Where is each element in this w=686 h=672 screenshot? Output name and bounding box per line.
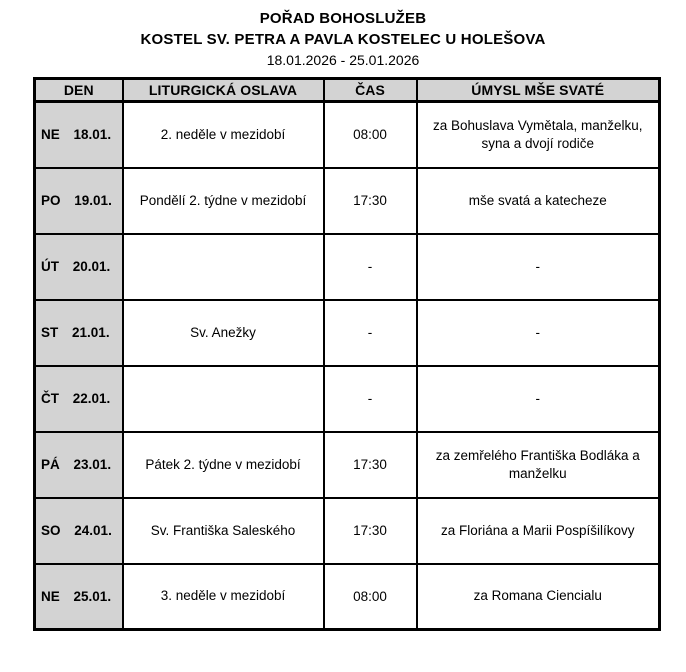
day-cell — [35, 300, 123, 366]
header-row — [35, 79, 660, 102]
day-date: 22.01. — [72, 391, 111, 406]
day-abbreviation: ÚT — [41, 259, 59, 274]
day-cell — [35, 564, 123, 630]
liturgical-celebration-cell: 3. neděle v mezidobí — [123, 564, 324, 630]
table-row — [35, 234, 660, 300]
day-cell — [35, 234, 123, 300]
liturgical-celebration-cell — [123, 234, 324, 300]
mass-intention-cell: za Romana Ciencialu — [417, 564, 660, 630]
schedule-table-head — [35, 79, 660, 102]
day-abbreviation: PO — [41, 193, 61, 208]
day-date: 24.01. — [74, 523, 112, 538]
table-row — [35, 498, 660, 564]
table-row — [35, 102, 660, 168]
day-abbreviation: PÁ — [41, 457, 60, 472]
time-cell: - — [324, 300, 417, 366]
column-header-den: DEN — [35, 79, 123, 102]
mass-intention-cell: za Floriána a Marii Pospíšilíkovy — [417, 498, 660, 564]
column-header-umysl-mse-svate: ÚMYSL MŠE SVATÉ — [417, 79, 660, 102]
table-row — [35, 432, 660, 498]
liturgical-celebration-cell: Sv. Františka Saleského — [123, 498, 324, 564]
day-abbreviation: ST — [41, 325, 59, 340]
table-row — [35, 366, 660, 432]
day-date: 25.01. — [73, 588, 112, 604]
mass-intention-cell: - — [417, 300, 660, 366]
liturgical-celebration-cell: 2. neděle v mezidobí — [123, 102, 324, 168]
time-cell: - — [324, 234, 417, 300]
time-cell: - — [324, 366, 417, 432]
liturgical-celebration-cell — [123, 366, 324, 432]
day-cell — [35, 432, 123, 498]
table-row — [35, 300, 660, 366]
column-header-liturgicka-oslava: LITURGICKÁ OSLAVA — [123, 79, 324, 102]
page-title: POŘAD BOHOSLUŽEB — [259, 10, 427, 27]
day-cell — [35, 366, 123, 432]
mass-intention-cell: za Bohuslava Vymětala, manželku, syna a dvojí rodiče — [417, 102, 660, 168]
mass-intention-cell: - — [417, 234, 660, 300]
day-abbreviation: SO — [41, 523, 61, 538]
day-abbreviation: NE — [41, 588, 60, 604]
time-cell: 08:00 — [324, 102, 417, 168]
liturgical-celebration-cell: Sv. Anežky — [123, 300, 324, 366]
time-cell: 17:30 — [324, 498, 417, 564]
liturgical-celebration-cell: Pátek 2. týdne v mezidobí — [123, 432, 324, 498]
mass-intention-cell: za zemřelého Františka Bodláka a manželku — [417, 432, 660, 498]
table-row — [35, 168, 660, 234]
day-date: 20.01. — [72, 259, 111, 274]
mass-intention-cell: - — [417, 366, 660, 432]
mass-intention-cell: mše svatá a katecheze — [417, 168, 660, 234]
column-header-cas: ČAS — [324, 79, 417, 102]
time-cell: 08:00 — [324, 564, 417, 630]
day-date: 18.01. — [73, 127, 112, 143]
schedule-table — [33, 77, 661, 631]
time-cell: 17:30 — [324, 168, 417, 234]
liturgical-celebration-cell: Pondělí 2. týdne v mezidobí — [123, 168, 324, 234]
date-range: 18.01.2026 - 25.01.2026 — [266, 52, 420, 68]
day-date: 21.01. — [72, 325, 110, 340]
document-header — [0, 0, 686, 70]
day-cell — [35, 498, 123, 564]
church-name: KOSTEL SV. PETRA A PAVLA KOSTELEC U HOLEŠOVA — [140, 31, 546, 48]
day-cell — [35, 168, 123, 234]
table-row — [35, 564, 660, 630]
day-abbreviation: ČT — [41, 391, 59, 406]
day-abbreviation: NE — [41, 127, 60, 143]
time-cell: 17:30 — [324, 432, 417, 498]
day-date: 19.01. — [74, 193, 112, 208]
schedule-table-body — [35, 102, 660, 630]
day-date: 23.01. — [73, 457, 112, 472]
day-cell — [35, 102, 123, 168]
